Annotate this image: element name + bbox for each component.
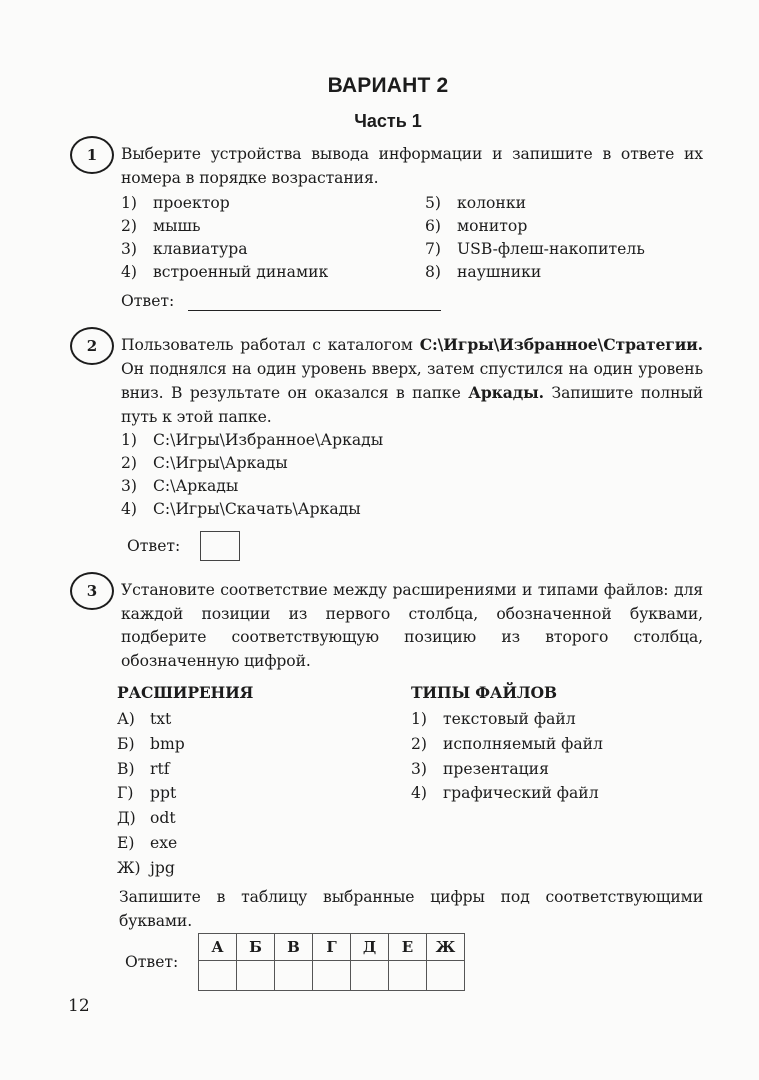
file-type-text: исполняемый файл bbox=[443, 734, 603, 753]
question-1-answer-label: Ответ: bbox=[121, 292, 175, 310]
extension-text: exe bbox=[150, 833, 178, 852]
question-3-answer-table bbox=[198, 933, 465, 991]
question-number: 2 bbox=[86, 337, 98, 355]
file-type-number: 1) bbox=[411, 710, 428, 728]
file-type-text: текстовый файл bbox=[443, 710, 576, 728]
question-3-answer-label: Ответ: bbox=[125, 953, 179, 971]
option-item bbox=[121, 238, 328, 261]
file-type-item bbox=[411, 757, 603, 782]
option-text: C:\Игры\Скачать\Аркады bbox=[153, 500, 361, 518]
extensions-list bbox=[117, 707, 185, 881]
option-item bbox=[121, 429, 383, 452]
question-number: 3 bbox=[86, 582, 98, 600]
option-item bbox=[121, 452, 383, 475]
extension-letter: Г) bbox=[117, 784, 134, 803]
answer-table-header-cell: Е bbox=[389, 934, 427, 961]
extension-item bbox=[117, 707, 185, 732]
option-text: мышь bbox=[153, 217, 201, 235]
answer-table-input-cell[interactable] bbox=[427, 961, 465, 991]
option-item bbox=[425, 192, 645, 215]
question-1-options-left bbox=[121, 192, 328, 284]
option-number: 5) bbox=[425, 194, 442, 212]
option-text: C:\Игры\Избранное\Аркады bbox=[153, 431, 384, 449]
question-3-text: Установите соответствие между расширениями и типами файлов: для каждой позиции из первого столбца, обозначенной буквами, подберите соответствующую позицию из второго столбца, обозначенную цифрой. bbox=[121, 581, 703, 670]
question-2-answer-label: Ответ: bbox=[127, 537, 181, 555]
question-2-number-badge bbox=[70, 327, 114, 365]
extension-item bbox=[117, 856, 185, 881]
extensions-column-header: РАСШИРЕНИЯ bbox=[117, 683, 254, 702]
question-1-options-right bbox=[425, 192, 645, 284]
answer-table-header-row bbox=[199, 934, 465, 961]
option-number: 3) bbox=[121, 477, 138, 495]
option-number: 7) bbox=[425, 240, 442, 258]
extension-letter: Е) bbox=[117, 833, 135, 852]
question-3-number-badge bbox=[70, 572, 114, 610]
question-number: 1 bbox=[86, 146, 98, 164]
file-types-column-header: ТИПЫ ФАЙЛОВ bbox=[411, 683, 557, 702]
option-number: 3) bbox=[121, 240, 138, 258]
question-2-answer-box[interactable] bbox=[200, 531, 240, 561]
extension-text: txt bbox=[150, 710, 172, 728]
extension-letter: Д) bbox=[117, 809, 136, 828]
page-number: 12 bbox=[68, 996, 90, 1016]
question-2-target-folder: Аркады. bbox=[468, 383, 544, 402]
file-type-text: графический файл bbox=[443, 784, 599, 803]
answer-table-input-cell[interactable] bbox=[389, 961, 427, 991]
extension-letter: Б) bbox=[117, 734, 135, 753]
file-type-item bbox=[411, 732, 603, 757]
question-2-text-part: Он поднялся на один уровень вверх, затем спустился на один уровень вниз. В результате он оказался в папке bbox=[121, 359, 703, 402]
option-text: клавиатура bbox=[153, 240, 248, 258]
extension-item bbox=[117, 831, 185, 856]
option-text: C:\Аркады bbox=[153, 477, 239, 495]
option-number: 2) bbox=[121, 454, 138, 472]
option-item bbox=[425, 261, 645, 284]
option-text: колонки bbox=[457, 194, 526, 212]
file-type-number: 4) bbox=[411, 784, 428, 803]
answer-table-header-cell: Б bbox=[237, 934, 275, 961]
extension-text: jpg bbox=[150, 858, 175, 877]
question-2-text-part: Пользователь работал с каталогом bbox=[121, 336, 420, 354]
file-type-item bbox=[411, 707, 603, 732]
answer-table-input-cell[interactable] bbox=[199, 961, 237, 991]
answer-table-header-cell: Д bbox=[351, 934, 389, 961]
question-2-start-path: C:\Игры\Избранное\Стратегии. bbox=[419, 335, 703, 354]
extension-letter: А) bbox=[117, 710, 135, 728]
extension-item bbox=[117, 732, 185, 757]
file-type-number: 3) bbox=[411, 759, 428, 778]
question-1-answer-field[interactable] bbox=[188, 310, 441, 311]
question-1-number-badge bbox=[70, 136, 114, 174]
option-item bbox=[425, 215, 645, 238]
extension-item bbox=[117, 806, 185, 831]
question-2-text bbox=[121, 333, 703, 429]
option-number: 1) bbox=[121, 431, 138, 449]
option-text: монитор bbox=[457, 217, 528, 235]
extension-item bbox=[117, 757, 185, 782]
question-3-instruction: Запишите в таблицу выбранные цифры под соответствующими буквами. bbox=[119, 888, 703, 930]
extension-letter: Ж) bbox=[117, 858, 141, 877]
answer-table-input-row bbox=[199, 961, 465, 991]
extension-item bbox=[117, 781, 185, 806]
file-type-item bbox=[411, 781, 603, 806]
answer-table-header-cell: А bbox=[199, 934, 237, 961]
file-type-number: 2) bbox=[411, 734, 428, 753]
answer-table-input-cell[interactable] bbox=[275, 961, 313, 991]
question-2-options bbox=[121, 429, 383, 521]
extension-letter: В) bbox=[117, 759, 135, 778]
option-item bbox=[121, 261, 328, 284]
option-item bbox=[425, 238, 645, 261]
option-item bbox=[121, 475, 383, 498]
option-number: 2) bbox=[121, 217, 138, 235]
answer-table-header-cell: Ж bbox=[427, 934, 465, 961]
option-text: C:\Игры\Аркады bbox=[153, 454, 288, 472]
option-number: 6) bbox=[425, 217, 442, 235]
part-title: Часть 1 bbox=[354, 111, 422, 131]
extension-text: rtf bbox=[150, 759, 170, 778]
variant-title: ВАРИАНТ 2 bbox=[327, 74, 449, 97]
extension-text: odt bbox=[150, 809, 176, 828]
option-number: 8) bbox=[425, 263, 442, 281]
extension-text: ppt bbox=[150, 784, 177, 803]
answer-table-input-cell[interactable] bbox=[313, 961, 351, 991]
option-item bbox=[121, 215, 328, 238]
option-item bbox=[121, 498, 383, 521]
option-text: USB-флеш-накопитель bbox=[457, 240, 645, 258]
option-text: проектор bbox=[153, 194, 230, 212]
option-number: 1) bbox=[121, 194, 138, 212]
option-item bbox=[121, 192, 328, 215]
option-text: встроенный динамик bbox=[153, 263, 329, 281]
answer-table-input-cell[interactable] bbox=[351, 961, 389, 991]
question-2-text-part: Запишите полный путь к этой папке. bbox=[121, 384, 703, 426]
file-type-text: презентация bbox=[443, 759, 549, 778]
answer-table-header-cell: В bbox=[275, 934, 313, 961]
option-number: 4) bbox=[121, 500, 138, 518]
file-types-list bbox=[411, 707, 603, 806]
extension-text: bmp bbox=[150, 734, 185, 753]
answer-table-header-cell: Г bbox=[313, 934, 351, 961]
question-1-text: Выберите устройства вывода информации и запишите в ответе их номера в порядке возрастания. bbox=[121, 145, 703, 187]
option-text: наушники bbox=[457, 263, 542, 281]
option-number: 4) bbox=[121, 263, 138, 281]
answer-table-input-cell[interactable] bbox=[237, 961, 275, 991]
